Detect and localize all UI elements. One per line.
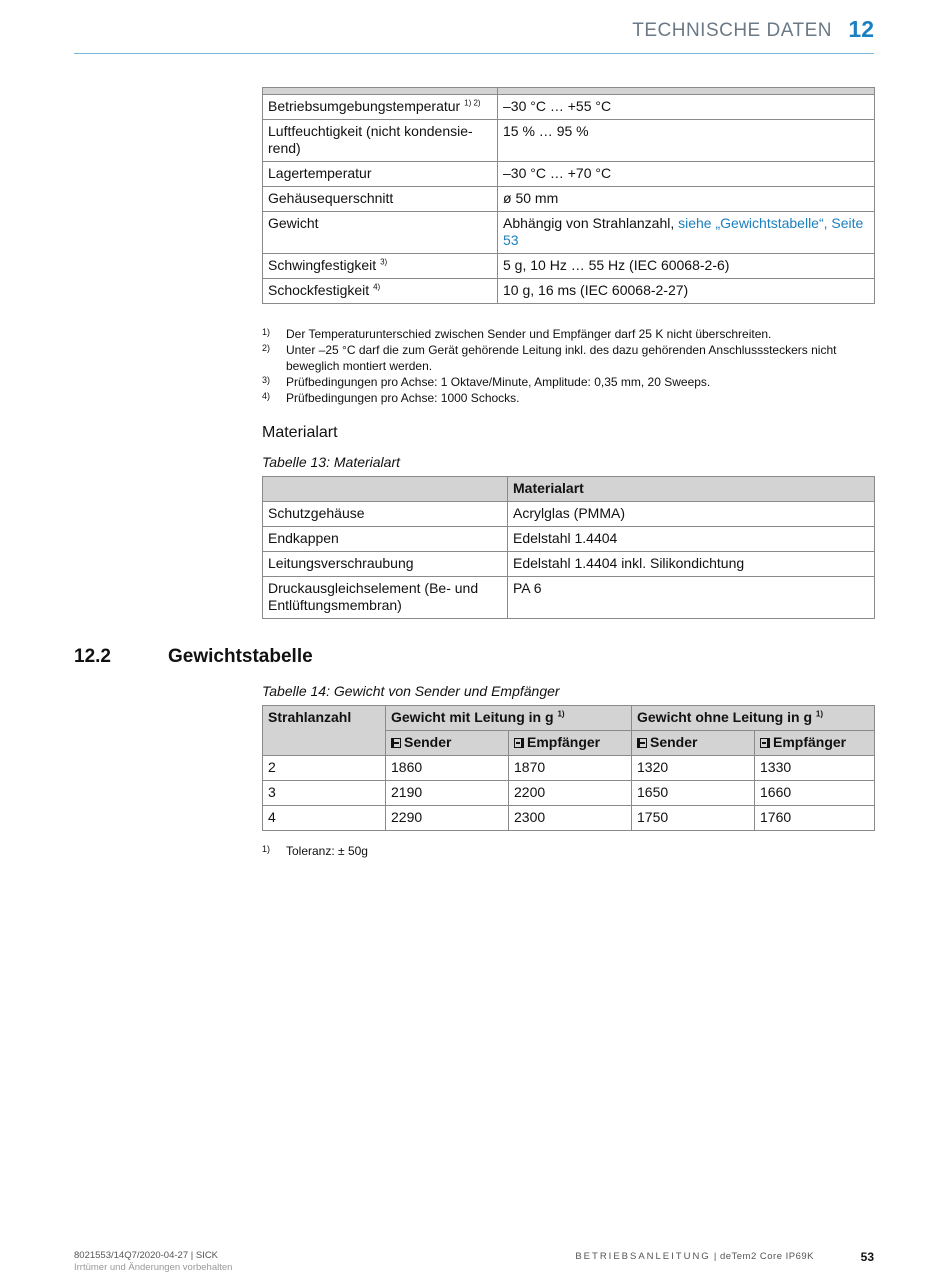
cell-beams: 2: [263, 756, 386, 781]
col-without-cable: Gewicht ohne Leitung in g $^{1)}$: [632, 706, 875, 731]
table-row: [263, 502, 875, 527]
col-with-sender: Sender: [386, 731, 509, 756]
material-value: Edelstahl 1.4404: [508, 527, 875, 552]
footnote: 3) Prüfbedingungen pro Achse: 1 Oktave/Minute, Amplitude: 0,35 mm, 20 Sweeps.: [262, 375, 711, 389]
footer-left: [74, 1250, 232, 1274]
chapter-title: TECHNISCHE DATEN: [632, 20, 832, 41]
row-label: Schockfestigkeit $^{4)}$: [263, 279, 498, 304]
col-with-receiver: Empfänger: [509, 731, 632, 756]
row-label: Lagertemperatur: [263, 162, 498, 187]
ambient-conditions-table: [262, 87, 875, 304]
table-row: [263, 212, 875, 254]
cell-weight: 1760: [755, 806, 875, 831]
page-header: [74, 16, 874, 54]
row-label: Luftfeuchtigkeit (nicht kondensie-rend): [263, 120, 498, 162]
cell-weight: 2200: [509, 781, 632, 806]
material-part: Schutzgehäuse: [263, 502, 508, 527]
row-value: –30 °C … +70 °C: [498, 162, 875, 187]
cell-weight: 1320: [632, 756, 755, 781]
material-value: Acrylglas (PMMA): [508, 502, 875, 527]
footnote: 1) Toleranz: ± 50g: [262, 844, 368, 858]
sender-icon: [637, 738, 647, 748]
cell-weight: 1750: [632, 806, 755, 831]
col-without-sender: Sender: [632, 731, 755, 756]
ambient-footnotes: [262, 326, 877, 406]
material-caption: Tabelle 13: Materialart: [262, 454, 401, 470]
row-value: ø 50 mm: [498, 187, 875, 212]
receiver-icon: [760, 738, 770, 748]
table-row: [263, 552, 875, 577]
cell-weight: 1870: [509, 756, 632, 781]
material-table: [262, 476, 875, 619]
section-number: 12.2: [74, 646, 111, 667]
sender-icon: [391, 738, 401, 748]
table-row: [263, 95, 875, 120]
material-col-header: Materialart: [508, 477, 875, 502]
footnote: 4) Prüfbedingungen pro Achse: 1000 Schocks.: [262, 391, 520, 405]
cell-weight: 2190: [386, 781, 509, 806]
table-row: [263, 756, 875, 781]
table-row: [263, 254, 875, 279]
material-part: Endkappen: [263, 527, 508, 552]
cell-weight: 1650: [632, 781, 755, 806]
table-row: [263, 781, 875, 806]
table-row: [263, 527, 875, 552]
disclaimer: Irrtümer und Änderungen vorbehalten: [74, 1262, 233, 1273]
page-number: 53: [860, 1250, 874, 1264]
cell-weight: 2300: [509, 806, 632, 831]
table-row: [263, 187, 875, 212]
material-part: Druckausgleichselement (Be- und Entlüftungsmembran): [263, 577, 508, 619]
weight-table-link[interactable]: siehe „Gewichtstabelle“, Seite 53: [503, 215, 864, 248]
material-header-empty: [263, 477, 508, 502]
table-row: [263, 577, 875, 619]
row-value: Abhängig von Strahlanzahl, siehe „Gewichtstabelle“, Seite 53: [498, 212, 875, 254]
footnote: 1) Der Temperaturunterschied zwischen Sender und Empfänger darf 25 K nicht überschreiten.: [262, 327, 772, 341]
cell-weight: 1660: [755, 781, 875, 806]
receiver-icon: [514, 738, 524, 748]
row-value: –30 °C … +55 °C: [498, 95, 875, 120]
col-with-cable: Gewicht mit Leitung in g $^{1)}$: [386, 706, 632, 731]
material-part: Leitungsverschraubung: [263, 552, 508, 577]
weight-footnotes: [262, 843, 877, 859]
row-label: Gewicht: [263, 212, 498, 254]
cell-weight: 1330: [755, 756, 875, 781]
weight-table: [262, 705, 875, 831]
col-without-receiver: Empfänger: [755, 731, 875, 756]
table-row: [263, 806, 875, 831]
row-label: Gehäusequerschnitt: [263, 187, 498, 212]
cell-weight: 2290: [386, 806, 509, 831]
row-label: Betriebsumgebungstemperatur $^{1) 2)}$: [263, 95, 498, 120]
col-beams: Strahlanzahl: [263, 706, 386, 756]
weight-caption: Tabelle 14: Gewicht von Sender und Empfänger: [262, 683, 560, 699]
table-row: [263, 279, 875, 304]
material-heading: Materialart: [262, 424, 338, 441]
doc-id: 8021553/14Q7/2020-04-27 | SICK: [74, 1250, 219, 1261]
footnote: 2) Unter –25 °C darf die zum Gerät gehörende Leitung inkl. des dazu gehörenden Anschlusssteckers nicht beweglich montiert werden.: [262, 343, 837, 373]
cell-beams: 3: [263, 781, 386, 806]
row-value: 5 g, 10 Hz … 55 Hz (IEC 60068-2-6): [498, 254, 875, 279]
cell-weight: 1860: [386, 756, 509, 781]
cell-beams: 4: [263, 806, 386, 831]
row-value: 15 % … 95 %: [498, 120, 875, 162]
footer-product: BETRIEBSANLEITUNG | deTem2 Core IP69K: [575, 1251, 814, 1262]
material-value: PA 6: [508, 577, 875, 619]
chapter-number: 12: [848, 16, 874, 42]
table-row: [263, 162, 875, 187]
material-value: Edelstahl 1.4404 inkl. Silikondichtung: [508, 552, 875, 577]
row-label: Schwingfestigkeit $^{3)}$: [263, 254, 498, 279]
row-value: 10 g, 16 ms (IEC 60068-2-27): [498, 279, 875, 304]
section-title: Gewichtstabelle: [168, 646, 313, 667]
table-row: [263, 120, 875, 162]
